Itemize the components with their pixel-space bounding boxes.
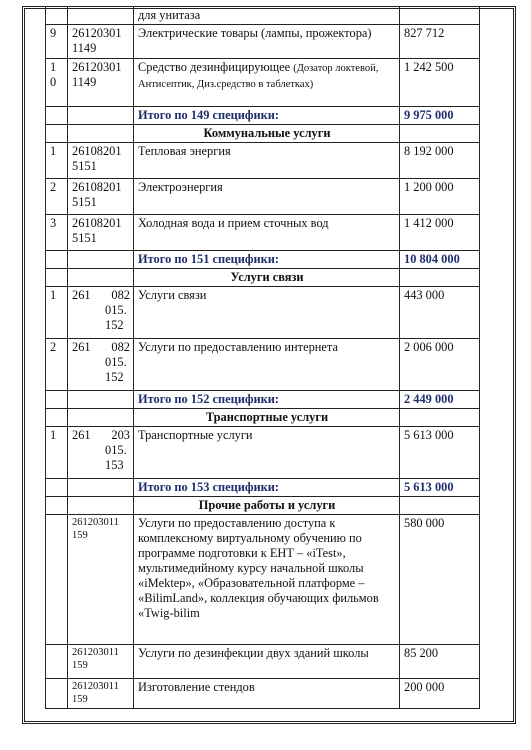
- budget-table: [45, 6, 480, 709]
- spec-code: [68, 339, 134, 391]
- item-description: Электроэнергия: [134, 179, 400, 215]
- row-number: [46, 645, 68, 679]
- total-label: Итого по 151 специфики:: [134, 251, 400, 269]
- row-number: 1: [46, 287, 68, 339]
- spec-code-part: 152: [105, 318, 124, 332]
- spec-code-part: 153: [105, 458, 124, 472]
- table-row: [46, 143, 480, 179]
- item-description: [134, 59, 400, 107]
- item-amount: 1 200 000: [400, 179, 480, 215]
- spec-code-part: 082: [111, 340, 130, 354]
- section-title: Услуги связи: [134, 269, 400, 287]
- item-amount: 5 613 000: [400, 427, 480, 479]
- total-row: [46, 251, 480, 269]
- spec-code: 261203011 159: [68, 679, 134, 709]
- item-amount: 8 192 000: [400, 143, 480, 179]
- spec-code: 26108201 5151: [68, 143, 134, 179]
- item-description: Тепловая энергия: [134, 143, 400, 179]
- spec-code-part: 152: [105, 370, 124, 384]
- table-row: [46, 215, 480, 251]
- table-row: [46, 59, 480, 107]
- spec-code-part: 015.: [105, 303, 127, 317]
- spec-code-part: 015.: [105, 355, 127, 369]
- item-amount: 1 242 500: [400, 59, 480, 107]
- item-description: Электрические товары (лампы, прожектора): [134, 25, 400, 59]
- row-number: 1: [46, 427, 68, 479]
- item-amount: 1 412 000: [400, 215, 480, 251]
- item-description: Изготовление стендов: [134, 679, 400, 709]
- spec-code-part: 261: [72, 428, 91, 442]
- section-header: [46, 269, 480, 287]
- row-number: 3: [46, 215, 68, 251]
- total-label: Итого по 149 специфики:: [134, 107, 400, 125]
- spec-code-part: 261: [72, 340, 91, 354]
- table-row: [46, 645, 480, 679]
- total-row: [46, 107, 480, 125]
- item-description-main: Средство дезинфицирующее: [138, 60, 291, 74]
- spec-code: 26108201 5151: [68, 179, 134, 215]
- total-row: [46, 479, 480, 497]
- item-amount: 2 006 000: [400, 339, 480, 391]
- table-row: [46, 7, 480, 25]
- item-description: Услуги по предоставлению доступа к комплексному виртуальному обучению по программе подготовки к ЕНТ – «iTest», мультимедийному курсу начальной школы «iMektep», «Образовательной платформе – «BilimLand», коллекция обучающих фильмов «Twig-bilim: [134, 515, 400, 645]
- total-row: [46, 391, 480, 409]
- section-title: Коммунальные услуги: [134, 125, 400, 143]
- total-amount: 5 613 000: [400, 479, 480, 497]
- spec-code: 261203011 159: [68, 645, 134, 679]
- table-row: [46, 515, 480, 645]
- row-number: [46, 679, 68, 709]
- item-description: Услуги связи: [134, 287, 400, 339]
- section-header: [46, 125, 480, 143]
- item-description: Услуги по предоставлению интернета: [134, 339, 400, 391]
- total-amount: 10 804 000: [400, 251, 480, 269]
- table-row: [46, 427, 480, 479]
- total-amount: 2 449 000: [400, 391, 480, 409]
- table-row: [46, 679, 480, 709]
- item-description: Холодная вода и прием сточных вод: [134, 215, 400, 251]
- table-row: [46, 179, 480, 215]
- spec-code: 26120301 1149: [68, 25, 134, 59]
- spec-code-part: 203: [111, 428, 130, 442]
- row-number: [46, 515, 68, 645]
- spec-code: [68, 427, 134, 479]
- item-amount: 200 000: [400, 679, 480, 709]
- item-amount: 85 200: [400, 645, 480, 679]
- spec-code: 261203011 159: [68, 515, 134, 645]
- item-amount: 827 712: [400, 25, 480, 59]
- spec-code-part: 261: [72, 288, 91, 302]
- section-header: [46, 497, 480, 515]
- total-amount: 9 975 000: [400, 107, 480, 125]
- spec-code-part: 015.: [105, 443, 127, 457]
- row-number: 1: [46, 143, 68, 179]
- item-amount: 443 000: [400, 287, 480, 339]
- spec-code: 26108201 5151: [68, 215, 134, 251]
- table-row: [46, 25, 480, 59]
- spec-code: 26120301 1149: [68, 59, 134, 107]
- total-label: Итого по 152 специфики:: [134, 391, 400, 409]
- spec-code: [68, 287, 134, 339]
- row-number: 1 0: [46, 59, 68, 107]
- item-amount: 580 000: [400, 515, 480, 645]
- item-description: для унитаза: [134, 7, 400, 25]
- item-description: Услуги по дезинфекции двух зданий школы: [134, 645, 400, 679]
- item-description-note: (Дозатор локтевой, Антисептик, Диз.средство в таблетках): [138, 63, 379, 90]
- table-row: [46, 339, 480, 391]
- spec-code-part: 082: [111, 288, 130, 302]
- total-label: Итого по 153 специфики:: [134, 479, 400, 497]
- section-title: Прочие работы и услуги: [134, 497, 400, 515]
- item-description: Транспортные услуги: [134, 427, 400, 479]
- section-header: [46, 409, 480, 427]
- row-number: 2: [46, 339, 68, 391]
- section-title: Транспортные услуги: [134, 409, 400, 427]
- row-number: 2: [46, 179, 68, 215]
- table-row: [46, 287, 480, 339]
- row-number: 9: [46, 25, 68, 59]
